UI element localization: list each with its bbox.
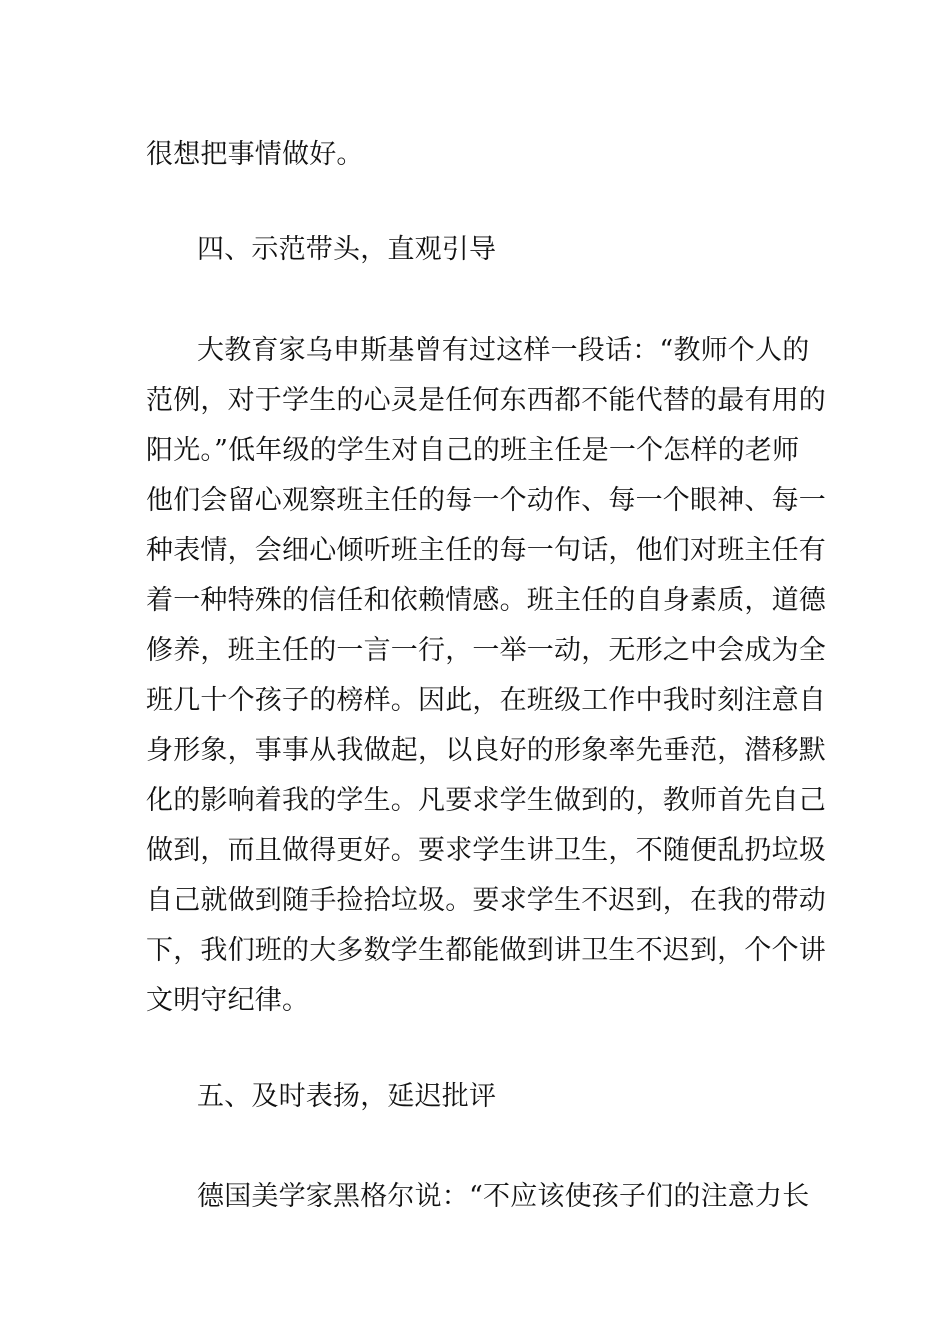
paragraph-line: 他们会留心观察班主任的每一个动作、每一个眼神、每一 <box>146 485 826 516</box>
paragraph-line: 着一种特殊的信任和依赖情感。班主任的自身素质，道德 <box>146 585 826 616</box>
paragraph-line: 自己就做到随手捡拾垃圾。要求学生不迟到，在我的带动 <box>146 885 826 916</box>
paragraph-line: 身形象，事事从我做起，以良好的形象率先垂范，潜移默 <box>146 735 826 766</box>
paragraph-line: 班几十个孩子的榜样。因此，在班级工作中我时刻注意自 <box>146 685 826 716</box>
carryover-text-line: 很想把事情做好。 <box>146 139 364 170</box>
section-5-heading: 五、及时表扬，延迟批评 <box>197 1081 497 1112</box>
paragraph-line: 下，我们班的大多数学生都能做到讲卫生不迟到，个个讲 <box>146 935 826 966</box>
paragraph-line: 阳光。”低年级的学生对自己的班主任是一个怎样的老师 <box>146 435 800 466</box>
paragraph-line: 范例，对于学生的心灵是任何东西都不能代替的最有用的 <box>146 385 826 416</box>
section-4-heading: 四、示范带头，直观引导 <box>197 234 497 265</box>
paragraph-line: 做到，而且做得更好。要求学生讲卫生，不随便乱扔垃圾 <box>146 835 826 866</box>
paragraph-line: 化的影响着我的学生。凡要求学生做到的，教师首先自己 <box>146 785 826 816</box>
paragraph-line: 德国美学家黑格尔说：“不应该使孩子们的注意力长 <box>197 1181 810 1212</box>
paragraph-line: 大教育家乌申斯基曾有过这样一段话：“教师个人的 <box>197 335 810 366</box>
paragraph-line: 种表情，会细心倾听班主任的每一句话，他们对班主任有 <box>146 535 826 566</box>
paragraph-line: 修养，班主任的一言一行，一举一动，无形之中会成为全 <box>146 635 826 666</box>
paragraph-line: 文明守纪律。 <box>146 985 310 1016</box>
